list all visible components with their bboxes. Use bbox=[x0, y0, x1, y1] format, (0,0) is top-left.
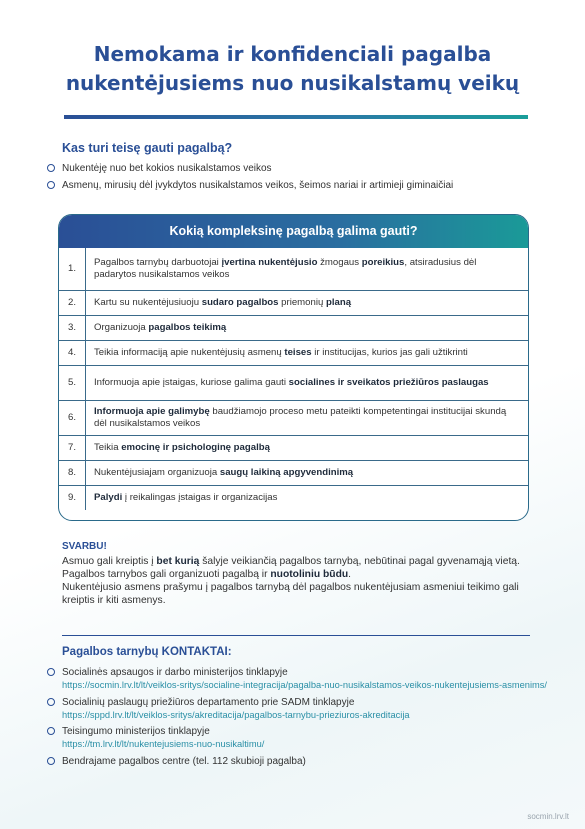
table-row bbox=[59, 485, 528, 510]
table-row bbox=[59, 290, 528, 315]
row-number: 1. bbox=[59, 248, 86, 290]
table-row bbox=[59, 400, 528, 435]
contacts-section bbox=[47, 646, 547, 772]
help-table bbox=[58, 214, 529, 521]
row-number: 4. bbox=[59, 341, 86, 365]
contact-link[interactable]: https://sppd.lrv.lt/lt/veiklos-sritys/akreditacija/pagalbos-tarnybu-prieziuros-akreditacija bbox=[62, 709, 410, 720]
important-note bbox=[62, 540, 532, 607]
row-text: Organizuoja pagalbos teikimą bbox=[94, 321, 227, 333]
contact-label: Bendrajame pagalbos centre (tel. 112 skubioji pagalba) bbox=[62, 755, 306, 767]
row-number: 3. bbox=[59, 316, 86, 340]
title-line-2: nukentėjusiems nuo nusikalstamų veikų bbox=[65, 71, 520, 95]
who-item-1: Nukentėję nuo bet kokios nusikalstamos veikos bbox=[47, 162, 272, 176]
row-text: Informuoja apie įstaigas, kuriose galima gauti socialines ir sveikatos priežiūros paslaugas bbox=[94, 376, 489, 388]
contact-link[interactable]: https://tm.lrv.lt/lt/nukentejusiems-nuo-nusikaltimu/ bbox=[62, 739, 265, 749]
section-divider bbox=[62, 635, 530, 636]
contact-label: Socialinių paslaugų priežiūros departamento prie SADM tinklapyje bbox=[62, 696, 355, 708]
row-text: Kartu su nukentėjusiuoju sudaro pagalbos priemonių planą bbox=[94, 296, 352, 308]
row-text: Informuoja apie galimybę baudžiamojo proceso metu pateikti kompetentingai institucijai skundą dėl nusikalstamos veikos bbox=[94, 405, 507, 429]
contacts-list bbox=[47, 666, 547, 768]
row-number: 5. bbox=[59, 366, 86, 400]
important-heading: SVARBU! bbox=[62, 541, 107, 552]
title-underline bbox=[64, 115, 528, 119]
who-item-2: Asmenų, mirusių dėl įvykdytos nusikalstamos veikos, šeimos nariai ir artimieji giminaičiai bbox=[47, 179, 453, 193]
table-row bbox=[59, 365, 528, 400]
footer-site: socmin.lrv.lt bbox=[527, 812, 569, 821]
row-number: 7. bbox=[59, 436, 86, 460]
row-text: Teikia emocinę ir psichologinę pagalbą bbox=[94, 441, 270, 453]
important-paragraph-1: Asmuo gali kreiptis į bet kurią šalyje veikiančią pagalbos tarnybą, nebūtinai pagal gyvenamąją vietą. bbox=[62, 556, 520, 567]
row-text: Pagalbos tarnybų darbuotojai įvertina nukentėjusio žmogaus poreikius, atsiradusius dėl padarytos nusikalstamos veikos bbox=[94, 256, 477, 280]
row-number: 6. bbox=[59, 401, 86, 435]
circle-bullet-icon bbox=[47, 181, 55, 189]
row-number: 9. bbox=[59, 486, 86, 510]
circle-bullet-icon bbox=[47, 727, 55, 735]
row-number: 8. bbox=[59, 461, 86, 485]
table-row bbox=[59, 460, 528, 485]
contact-link[interactable]: https://socmin.lrv.lt/lt/veiklos-sritys/socialine-integracija/pagalba-nuo-nusikalstamos-veikos-nukentejusiems-asmenims/ bbox=[62, 680, 547, 690]
circle-bullet-icon bbox=[47, 164, 55, 172]
table-row bbox=[59, 340, 528, 365]
contact-label: Socialinės apsaugos ir darbo ministerijos tinklapyje bbox=[62, 667, 288, 678]
contact-item bbox=[47, 696, 547, 722]
contact-item bbox=[47, 666, 547, 692]
row-number: 2. bbox=[59, 291, 86, 315]
contacts-heading: Pagalbos tarnybų KONTAKTAI: bbox=[62, 646, 232, 658]
who-heading: Kas turi teisę gauti pagalbą? bbox=[62, 141, 233, 155]
circle-bullet-icon bbox=[47, 668, 55, 676]
contact-item bbox=[47, 755, 547, 768]
contact-item bbox=[47, 725, 547, 751]
row-text: Palydi į reikalingas įstaigas ir organizacijas bbox=[94, 491, 278, 503]
table-row bbox=[59, 315, 528, 340]
table-row bbox=[59, 435, 528, 460]
important-paragraph-3: Nukentėjusio asmens prašymu į pagalbos tarnybą dėl pagalbos nukentėjusiam asmeniui teikimo gali kreiptis ir kiti asmenys. bbox=[62, 582, 519, 606]
help-table-heading: Kokią kompleksinę pagalbą galima gauti? bbox=[59, 215, 528, 248]
page-title bbox=[0, 40, 585, 98]
help-table-body bbox=[59, 248, 528, 510]
contact-label: Teisingumo ministerijos tinklapyje bbox=[62, 726, 210, 737]
row-text: Teikia informaciją apie nukentėjusių asmenų teises ir institucijas, kurios jas gali užtikrinti bbox=[94, 346, 468, 358]
row-text: Nukentėjusiajam organizuoja saugų laikiną apgyvendinimą bbox=[94, 466, 354, 478]
title-line-1: Nemokama ir konfidenciali pagalba bbox=[93, 42, 492, 66]
circle-bullet-icon bbox=[47, 698, 55, 706]
circle-bullet-icon bbox=[47, 757, 55, 765]
important-paragraph-2: Pagalbos tarnybos gali organizuoti pagalbą ir nuotoliniu būdu. bbox=[62, 569, 352, 580]
table-row bbox=[59, 248, 528, 290]
